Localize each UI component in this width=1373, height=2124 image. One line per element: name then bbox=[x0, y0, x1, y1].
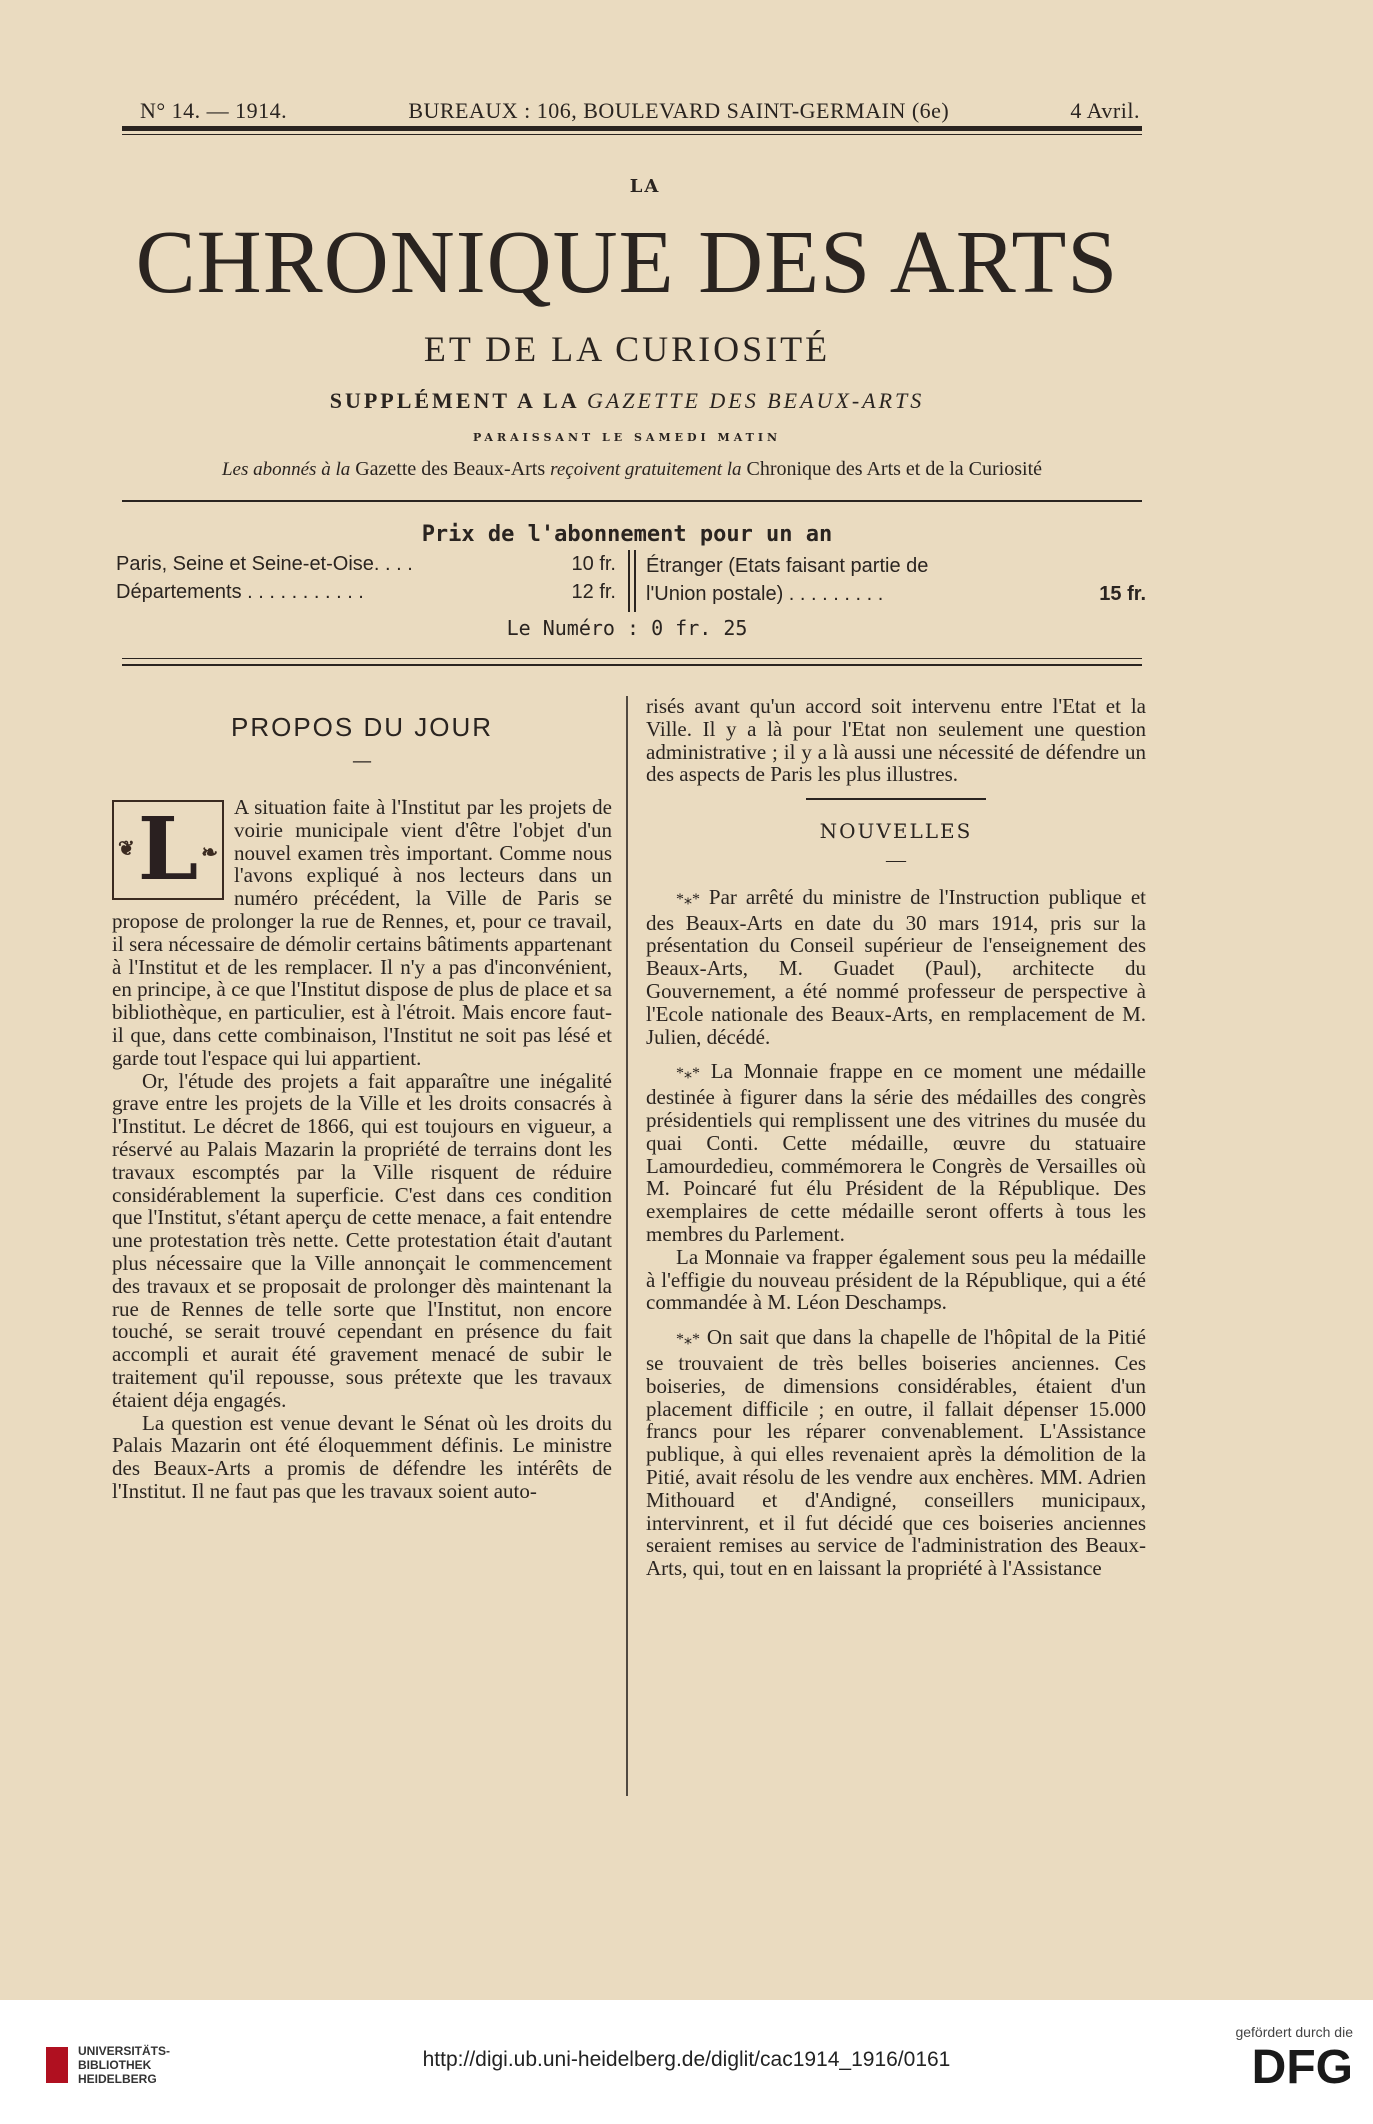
masthead-rule bbox=[122, 500, 1142, 502]
dfg-logo[interactable] bbox=[1235, 2024, 1353, 2096]
header-line bbox=[140, 98, 1140, 124]
masthead-la: LA bbox=[629, 176, 661, 197]
supplement-pre: SUPPLÉMENT A LA bbox=[329, 388, 579, 413]
issue-number: N° 14. — 1914. bbox=[140, 98, 288, 123]
ornate-dropcap-icon bbox=[112, 800, 224, 900]
right-column-text bbox=[646, 695, 1146, 1580]
asterism-icon: *⁎* bbox=[676, 890, 700, 908]
bureaux-address: BUREAUX : 106, BOULEVARD SAINT-GERMAIN (6e) bbox=[408, 98, 950, 123]
prix-domestic bbox=[116, 550, 616, 606]
prix-etranger-line2: l'Union postale) . . . . . . . . . bbox=[646, 583, 884, 605]
propos-dash: — bbox=[352, 748, 372, 772]
university-line3: HEIDELBERG bbox=[78, 2072, 157, 2086]
flourish-icon: ❧ bbox=[201, 840, 218, 864]
university-line1: UNIVERSITÄTS- bbox=[78, 2044, 171, 2058]
news-item-3 bbox=[646, 1326, 1146, 1580]
abonnes-line bbox=[112, 458, 1152, 481]
paragraph-3: La question est venue devant le Sénat où les droits du Palais Mazarin ont été éloquemment définis. Le ministre des Beaux-Arts a promis de défendre les intérêts de l'Institut. Il ne faut pas que les travaux soient auto- bbox=[112, 1410, 612, 1503]
abonnes-part2: Gazette des Beaux-Arts bbox=[355, 458, 546, 480]
prix-title: Prix de l'abonnement pour un an bbox=[421, 522, 833, 547]
masthead-subtitle: ET DE LA CURIOSITÉ bbox=[423, 329, 831, 369]
prix-row-departements bbox=[116, 578, 616, 606]
digitization-footer bbox=[0, 2000, 1373, 2124]
news-item-1 bbox=[646, 886, 1146, 1049]
prix-row-etranger bbox=[646, 552, 1146, 580]
news-item-3-text: On sait que dans la chapelle de l'hôpital de la Pitié se trouvaient de très belles boiseries anciennes. Ces boiseries, de dimensions considérables, étaient d'un placement difficile ; en outre, il fallait dépenser 15.000 francs pour les réparer convenablement. L'Assistance publique, à qui elles revenaient après la démolition de la Pitié, avait résolu de les vendre aux enchères. MM. Adrien Mithouard et d'Andigné, conseillers municipaux, intervinrent, et il fut décidé que ces boiseries anciennes seraient remises au service de l'administration des Beaux-Arts, qui, tout en en laissant la propriété à l'Assistance bbox=[646, 1325, 1147, 1581]
prix-etranger-price: 15 fr. bbox=[1099, 583, 1146, 605]
paragraph-1: A situation faite à l'Institut par les projets de voirie municipale vient d'être l'objet d'un nouvel examen très important. Comme nous l'avons expliqué à nos lecteurs dans un numéro précédent, la Ville de Paris se propose de prolonger la rue de Rennes, et, pour ce travail, il sera nécessaire de démolir certains bâtiments appartenant à l'Institut et de les remplacer. Il n'y a pas d'inconvénient, en principe, à ce que l'Institut dispose de plus de place et sa bibliothèque, en particulier, est à l'étroit. Mais encore faut-il que, dans cette combinaison, l'Institut ne soit pas lésé et garde tout l'espace qui lui appartient. bbox=[112, 795, 612, 1070]
prix-row-union bbox=[646, 580, 1146, 608]
news-item-2-text: La Monnaie frappe en ce moment une médaille destinée à figurer dans la série des médailles des congrès présidentiels qui remplissent une des vitrines du musée du quai Conti. Cette médaille, œuvre du statuaire Lamourdedieu, commémorera le Congrès de Versailles où M. Poincaré fut élu Président de la République. Des exemplaires de cette médaille seront offerts à tous les membres du Parlement. bbox=[646, 1059, 1147, 1246]
issue-date: 4 Avril. bbox=[1070, 98, 1140, 123]
prix-paris-price: 10 fr. bbox=[571, 553, 616, 575]
news-item-1-text: Par arrêté du ministre de l'Instruction publique et des Beaux-Arts en date du 30 mars 1914, pris sur la présentation du Conseil supérieur de l'enseignement des Beaux-Arts, M. Guadet (Paul), architecte du Gouvernement, a été nommé professeur de perspective à l'Ecole nationale des Beaux-Arts, en remplacement de M. Julien, décédé. bbox=[646, 884, 1147, 1049]
source-url-link[interactable]: http://digi.ub.uni-heidelberg.de/diglit/cac1914_1916/0161 bbox=[422, 2048, 951, 2071]
prix-etranger-line1: Étranger (Etats faisant partie de bbox=[646, 555, 929, 577]
paraissant-line: PARAISSANT LE SAMEDI MATIN bbox=[472, 431, 782, 444]
masthead-title: CHRONIQUE DES ARTS bbox=[135, 213, 1119, 312]
propos-heading: PROPOS DU JOUR bbox=[230, 712, 494, 742]
left-column-text bbox=[112, 796, 612, 1503]
dfg-wordmark: DFG bbox=[1251, 2041, 1353, 2094]
nouvelles-dash: — bbox=[886, 848, 906, 871]
prix-foreign bbox=[646, 552, 1146, 608]
news-item-2b: La Monnaie va frapper également sous peu la médaille à l'effigie du nouveau président de la République, qui a été commandée à M. Léon Deschamps. bbox=[646, 1244, 1146, 1315]
university-line2: BIBLIOTHEK bbox=[78, 2058, 152, 2072]
paragraph-2: Or, l'étude des projets a fait apparaître une inégalité grave entre les projets de la Ville et les droits consacrés à l'Institut. Le décret de 1866, qui est toujours en vigueur, a réservé au Palais Mazarin la propriété de terrains dont les travaux escomptés par la Ville risquent de réduire considérablement la superficie. C'est dans ces condition que l'Institut, s'étant aperçu de cette menace, a fait entendre une protestation très nette. Cette protestation était d'autant plus nécessaire que la Ville annonçait le commencement des travaux et se proposait de prolonger dès maintenant la rue de Rennes de telle sorte que l'Institut, non encore touché, se serait trouvé cependant en présence du fait accompli et aurait été gravement menacé de subir le traitement qu'il repousse, sous prétexte que les travaux étaient déja engagés. bbox=[112, 1068, 612, 1412]
paragraph-continued: risés avant qu'un accord soit intervenu entre l'Etat et la Ville. Il y a là pour l'Etat non seulement une question administrative ; il y a là aussi une nécessité de défendre un des aspects de Paris les plus illustres. bbox=[646, 694, 1146, 787]
news-item-2 bbox=[646, 1060, 1146, 1245]
header-rule-thin bbox=[122, 134, 1142, 135]
prix-numero: Le Numéro : 0 fr. 25 bbox=[506, 616, 748, 640]
abonnes-part1: Les abonnés à la bbox=[221, 459, 351, 480]
supplement-gazette: GAZETTE DES BEAUX-ARTS bbox=[586, 388, 925, 413]
supplement-line bbox=[112, 388, 1142, 414]
flourish-icon: ❦ bbox=[118, 836, 135, 860]
asterism-icon: *⁎* bbox=[676, 1065, 700, 1083]
prix-divider bbox=[628, 550, 636, 612]
abonnes-part3: reçoivent gratuitement la bbox=[550, 459, 742, 480]
prix-dept-price: 12 fr. bbox=[571, 581, 616, 603]
dropcap-letter: L bbox=[137, 799, 199, 900]
header-rule-thick bbox=[122, 126, 1142, 131]
dfg-subtitle: gefördert durch die bbox=[1235, 2024, 1353, 2040]
prix-rule-1 bbox=[122, 658, 1142, 659]
prix-dept-label: Départements . . . . . . . . . . . bbox=[116, 581, 364, 603]
ornament-divider bbox=[806, 798, 986, 800]
asterism-icon: *⁎* bbox=[676, 1331, 700, 1349]
abonnes-part4: Chronique des Arts et de la Curiosité bbox=[746, 458, 1043, 480]
prix-rule-2 bbox=[122, 664, 1142, 666]
column-divider bbox=[626, 696, 628, 1796]
prix-row-paris bbox=[116, 550, 616, 578]
prix-paris-label: Paris, Seine et Seine-et-Oise. . . . bbox=[116, 553, 413, 575]
nouvelles-heading: NOUVELLES bbox=[819, 819, 973, 844]
